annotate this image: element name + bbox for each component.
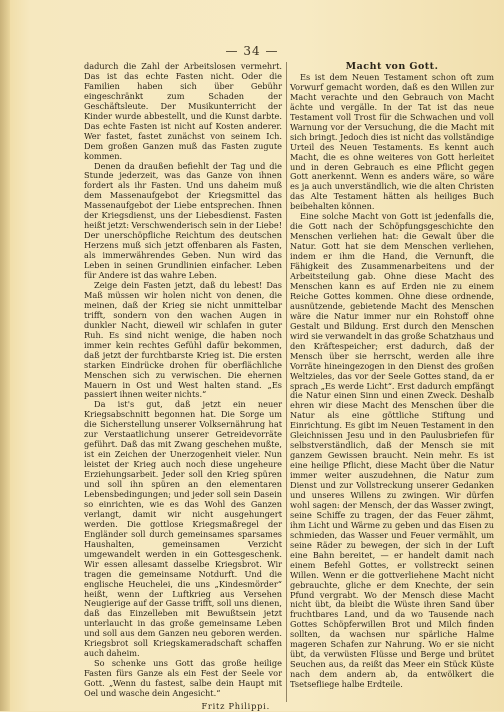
page-number: — 34 — bbox=[225, 44, 279, 58]
paragraph: Da ist's gut, daß jetzt ein neuer Kriegsabschnitt begonnen hat. Die Sorge um die Sicherstellung unserer Volksernährung hat zur Verstaatlichung unserer Getreidevorräte geführt. Daß das mit Zwang geschehen mußte, ist ein Zeichen der Unerzogenheit vieler. Nun leistet der Krieg auch noch diese ungeheure Erziehungsarbeit. Jeder soll den Krieg spüren und soll ihn spüren an den elementaren Lebensbedingungen; und jeder soll sein Dasein so einrichten, wie es das Wohl des Ganzen verlangt, damit wir nicht ausgehungert werden. Die gottlose Kriegsmaßregel der Engländer soll durch gemeinsames sparsames Haushalten, gemeinsamen Verzicht umgewandelt werden in ein Gottesgeschenk. Wir essen allesamt dasselbe Kriegsbrot. Wir tragen die gemeinsame Notdurft. Und die englische Heuchelei, die uns „Kindesmörder“ heißt, wenn der Luftkrieg aus Versehen Neugierige auf der Gasse trifft, soll uns dienen, daß das Einzelleben mit Bewußtsein jetzt unterlaucht in das große gemeinsame Leben und soll aus dem Ganzen neu geboren werden. Kriegsbrot soll Kriegskameradschaft schaffen auch daheim. bbox=[84, 399, 282, 659]
left-column bbox=[84, 62, 282, 712]
column-divider bbox=[286, 62, 287, 702]
paragraph: Es ist dem Neuen Testament schon oft zum Vorwurf gemacht worden, daß es den Willen zur Macht verachte und den Gebrauch von Macht ächte und vergälle. In der Tat ist das neue Testament voll Trost für die Schwachen und voll Warnung vor der Versuchung, die die Macht mit sich bringt. Jedoch dies ist nicht das vollständige Urteil des Neuen Testaments. Es kennt auch Macht, die es ohne weiteres von Gott herleitet und in deren Gebrauch es eine Pflicht gegen Gott anerkennt. Wenn es anders wäre, so wäre es ja auch unverständlich, wie die alten Christen das Alte Testament hätten als heiliges Buch beibehalten können. bbox=[290, 71, 494, 212]
paragraph: Zeige dein Fasten jetzt, daß du lebest! Das Maß müssen wir holen nicht von denen, die meinen, daß der Krieg sie nicht unmittelbar trifft, sondern von den wachen Augen in dunkler Nacht, dieweil wir schlafen in guter Ruh. Es sind nicht wenige, die haben noch immer kein rechtes Gefühl dafür bekommen, daß jetzt der furchtbarste Krieg ist. Die ersten starken Eindrücke drohen für oberflächliche Menschen sich zu verwischen. Die ehernen Mauern in Ost und West halten stand. „Es passiert ihnen weiter nichts.“ bbox=[84, 279, 282, 400]
author-signature: Fritz Philippi. bbox=[201, 701, 270, 711]
paragraph: Denen da draußen befiehlt der Tag und die Stunde jederzeit, was das Ganze von ihnen fordert als ihr Fasten. Und uns daheim muß dem Massenaufgebot der Kriegsmittel das Massenaufgebot der Liebe entsprechen. Ihnen der Kriegsdienst, uns der Liebesdienst. Fasten heißt jetzt: Verschwenderisch sein in der Liebe! Der unerschöpfliche Reichtum des deutschen Herzens muß sich jetzt offenbaren als Fasten, als immerwährendes Geben. Nun wird das Leben in seinen Grundlinien einfacher. Leben für Andere ist das wahre Leben. bbox=[84, 160, 282, 281]
binding-edge bbox=[0, 0, 10, 711]
paragraph: So schenke uns Gott das große heilige Fasten fürs Ganze als ein Fest der Seele vor Gott. „Wenn du fastest, salbe dein Haupt mit Oel und wasche dein Angesicht.“ bbox=[84, 658, 282, 699]
paragraph: Eine solche Macht von Gott ist jedenfalls die, die Gott nach der Schöpfungsgeschichte den Menschen verliehen hat: die Gewalt über die Natur. Gott hat sie dem Menschen verliehen, indem er ihm die Hand, die Vernunft, die Fähigkeit des Zusammenarbeitens und der Arbeitsteilung gab. Ohne diese Macht des Menschen kann es auf Erden nie zu einem Reiche Gottes kommen. Ohne diese ordnende, ausnützende, gebietende Macht des Menschen wäre die Natur immer nur ein Rohstoff ohne Gestalt und Bildung. Erst durch den Menschen wird sie verwandelt in das große Schatzhaus und den Kräftespeicher; erst dadurch, daß der Mensch über sie herrscht, werden alle ihre Vorräte hineingezogen in den Dienst des großen Weltzieles, das vor der Seele Gottes stand, da er sprach „Es werde Licht“. Erst dadurch empfängt die Natur einen Sinn und einen Zweck. Deshalb ehren wir diese Macht des Menschen über die Natur als eine göttliche Stiftung und Einrichtung. Es gibt im Neuen Testament in den Gleichnissen Jesu und in den Paulusbriefen für selbstverständlich, daß der Mensch sie mit ganzem Gewissen braucht. Nein mehr. Es ist eine heilige Pflicht, diese Macht über die Natur immer weiter auszudehnen, die Natur zum Dienst und zur Vollstreckung unserer Gedanken und unseres Willens zu zwingen. Wir dürfen wohl sagen: der Mensch, der das Wasser zwingt, seine Schiffe zu tragen, der das Feuer zähmt, ihm Licht und Wärme zu geben und das Eisen zu schmieden, das Wasser und Feuer vermählt, um seine Räder zu bewegen, der sich in der Luft eine Bahn bereitet, — er handelt damit nach einem Befehl Gottes, er vollstreckt seinen Willen. Wenn er die gottverliehene Macht nicht gebrauchte, gliche er dem Knechte, der sein Pfund vergrabt. Wo der Mensch diese Macht nicht übt, da bleibt die Wüste ihren Sand über fruchtbares Land, und da wo Tausende nach Gottes Schöpferwillen Brot und Milch finden sollten, da wachsen nur spärliche Halme mageren Schafen zur Nahrung. Wo er sie nicht übt, da verwüsten Flüsse und Berge und brütet Seuchen aus, da reißt das Meer ein Stück Küste nach dem andern ab, da entwölkert die Tsetsefliege halbe Erdteile. bbox=[290, 211, 494, 690]
article-title: Macht von Gott. bbox=[345, 61, 439, 72]
right-column bbox=[290, 62, 494, 690]
paragraph: dadurch die Zahl der Arbeitslosen vermehrt. Das ist das echte Fasten nicht. Oder die Familien haben sich über Gebühr eingeschränkt zum Schaden der Geschäftsleute. Der Musikunterricht der Kinder wurde abbestellt, und die Kunst darbte. Das echte Fasten ist nicht auf Kosten anderer. Wer fastet, fastet zunächst von seinem Ich. Dem großen Ganzen muß das Fasten zugute kommen. bbox=[84, 61, 282, 161]
